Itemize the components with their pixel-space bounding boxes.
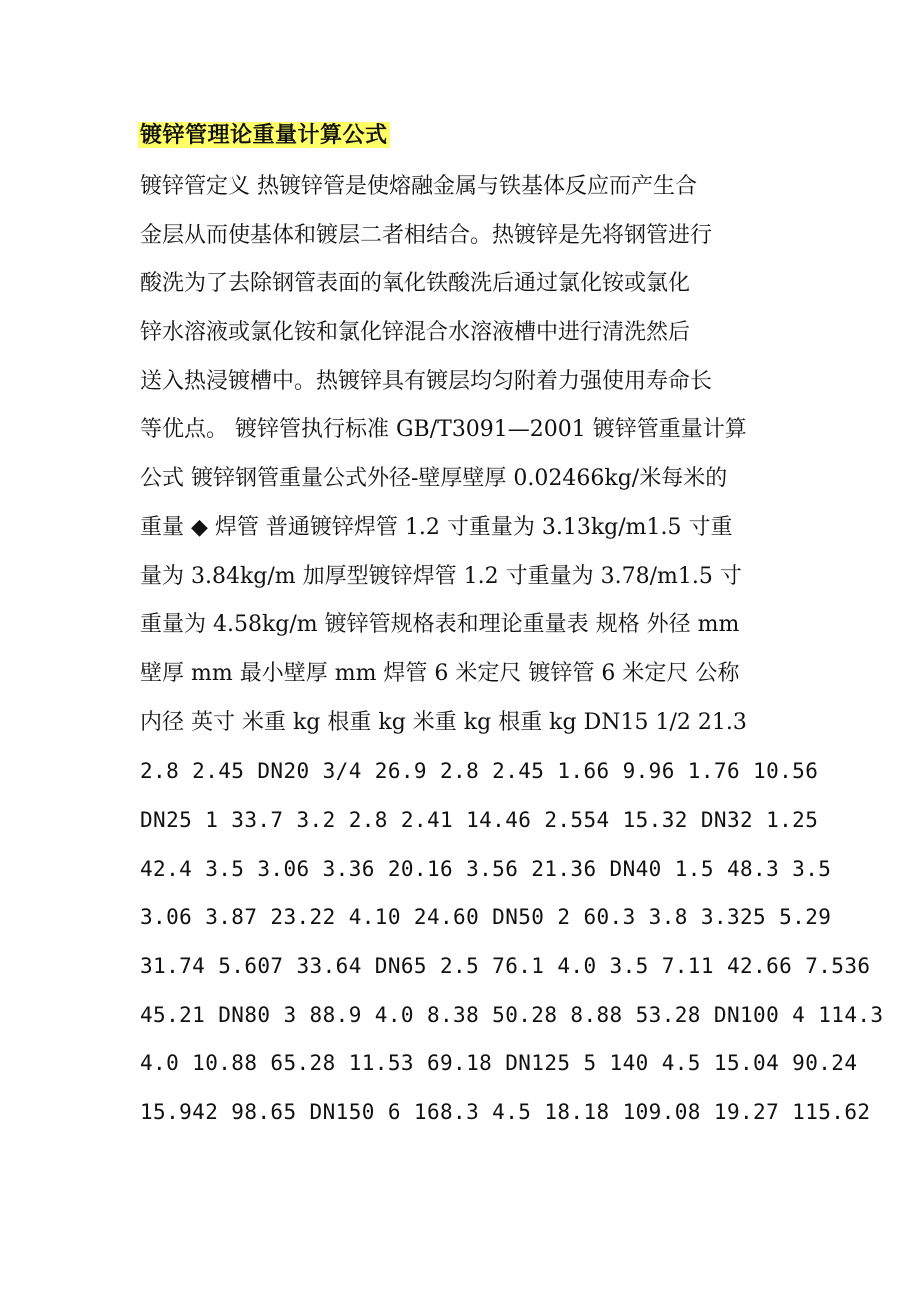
document-title <box>138 118 390 152</box>
body-line: 15.942 98.65 DN150 6 168.3 4.5 18.18 109.08 19.27 115.62 <box>140 1100 871 1125</box>
body-line: 内径 英寸 米重 kg 根重 kg 米重 kg 根重 kg DN15 1/2 21.3 <box>140 709 747 735</box>
body-line: 31.74 5.607 33.64 DN65 2.5 76.1 4.0 3.5 7.11 42.66 7.536 <box>140 954 871 978</box>
body-line: 锌水溶液或氯化铵和氯化锌混合水溶液槽中进行清洗然后 <box>140 320 691 346</box>
body-line: 公式 镀锌钢管重量公式外径-壁厚壁厚 0.02466kg/米每米的 <box>140 466 728 492</box>
document-body <box>140 163 884 1137</box>
body-line: DN25 1 33.7 3.2 2.8 2.41 14.46 2.554 15.32 DN32 1.25 <box>140 807 819 832</box>
body-line: 2.8 2.45 DN20 3/4 26.9 2.8 2.45 1.66 9.96 1.76 10.56 <box>140 759 819 784</box>
body-line: 3.06 3.87 23.22 4.10 24.60 DN50 2 60.3 3.8 3.325 5.29 <box>140 905 832 930</box>
body-line: 重量 ◆ 焊管 普通镀锌焊管 1.2 寸重量为 3.13kg/m1.5 寸重 <box>140 514 733 540</box>
body-line: 酸洗为了去除钢管表面的氧化铁酸洗后通过氯化铵或氯化 <box>140 271 691 297</box>
body-line: 壁厚 mm 最小壁厚 mm 焊管 6 米定尺 镀锌管 6 米定尺 公称 <box>140 660 740 686</box>
body-line: 金层从而使基体和镀层二者相结合。热镀锌是先将钢管进行 <box>140 222 713 248</box>
body-line: 42.4 3.5 3.06 3.36 20.16 3.56 21.36 DN40 1.5 48.3 3.5 <box>140 856 832 881</box>
body-line: 镀锌管定义 热镀锌管是使熔融金属与铁基体反应而产生合 <box>140 174 697 199</box>
body-line: 4.0 10.88 65.28 11.53 69.18 DN125 5 140 4.5 15.04 90.24 <box>140 1051 858 1076</box>
body-line: 送入热浸镀槽中。热镀锌具有镀层均匀附着力强使用寿命长 <box>140 368 713 394</box>
title-highlight: 镀锌管理论重量计算公式 <box>140 122 388 148</box>
body-line: 量为 3.84kg/m 加厚型镀锌焊管 1.2 寸重量为 3.78/m1.5 寸 <box>140 563 742 589</box>
body-line: 45.21 DN80 3 88.9 4.0 8.38 50.28 8.88 53.28 DN100 4 114.3 <box>140 1002 884 1027</box>
body-line: 重量为 4.58kg/m 镀锌管规格表和理论重量表 规格 外径 mm <box>140 612 740 638</box>
body-line: 等优点。 镀锌管执行标准 GB/T3091—2001 镀锌管重量计算 <box>140 417 747 443</box>
